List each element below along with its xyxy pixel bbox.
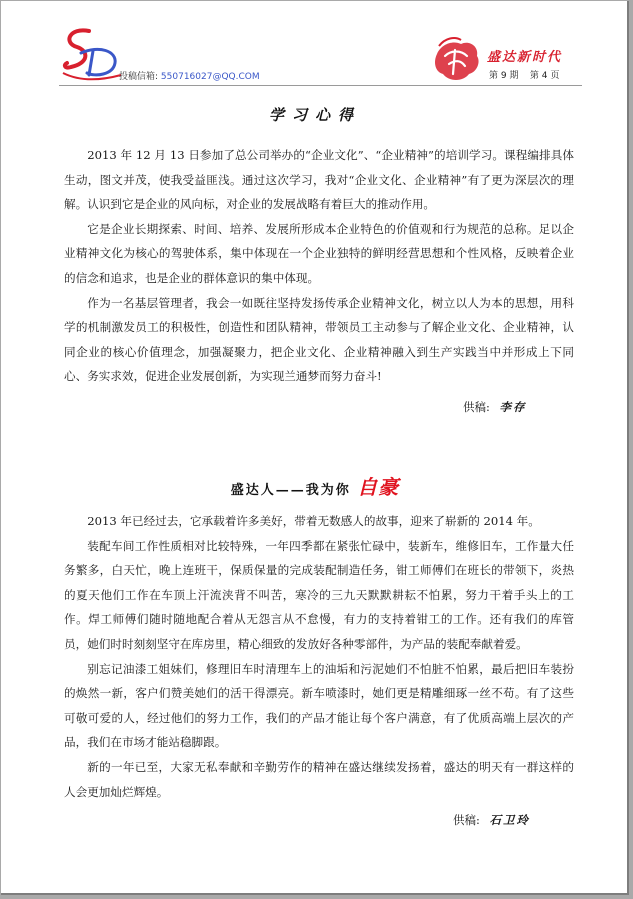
article2-title [1,471,629,500]
article1-paragraph: 2013 年 12 月 13 日参加了总公司举办的“企业文化”、“企业精神”的培训学习。课程编排具体生动，图文并茂，使我受益匪浅。通过这次学习，我对“企业文化、企业精神”有了更为深层次的理解。认识到它是企业的风向标，对企业的发展战略有着巨大的推动作用。 [64,148,574,212]
article2-title-emphasis: 自豪 [357,475,400,499]
page-number: 第 4 页 [529,71,560,81]
article1-paragraph: 作为一名基层管理者，我会一如既往坚持发扬传承企业精神文化，树立以人为本的思想，用科学的机制激发员工的积极性，创造性和团队精神，带领员工主动参与了解企业文化、企业精神，认同企业的核心价值理念，加强凝聚力，把企业文化、企业精神融入到生产实践当中并形成上下同心、务实求效，促进企业发展创新，为实现兰通梦而努力奋斗! [64,295,574,384]
article2-contributor [453,812,530,828]
article2-paragraph: 2013 年已经过去，它承载着许多美好，带着无数感人的故事，迎来了崭新的 2014 年。 [87,514,540,528]
article1-contributor [463,399,527,415]
contributor-name: 石卫玲 [489,813,531,827]
article1-paragraph: 它是企业长期探索、时间、培养、发展所形成本企业特色的价值观和行为规范的总称。足以企业精神文化为核心的驾驶体系，集中体现在一个企业独特的鲜明经营思想和个性风格，反映着企业的信念和追求，也是企业的群体意识的集中体现。 [64,221,574,285]
article2-paragraph: 别忘记油漆工姐妹们，修理旧车时清理车上的油垢和污泥她们不怕脏不怕累，最后把旧车装扮的焕然一新，客户们赞美她们的活干得漂亮。新车喷漆时，她们更是精雕细琢一丝不苟。有了这些可敬可爱的人，经过他们的努力工作，我们的产品才能让每个客户满意，有了优质高端上层次的产品，我们在市场才能站稳脚跟。 [64,661,574,750]
article2-body [64,509,574,804]
header-divider [59,85,582,86]
issue-number: 第 9 期 [489,71,519,81]
contributor-label: 供稿: [463,400,490,414]
issue-info [489,68,559,81]
email-label: 投稿信箱: [119,72,159,82]
contributor-name: 李存 [499,400,527,414]
article1-body [64,143,574,389]
horse-emblem-icon [431,36,483,84]
article1-title: 学习心得 [268,106,361,124]
article2-title-prefix: 盛达人——我为你 [230,483,351,498]
document-page [1,1,629,895]
email-address-link[interactable]: 550716027@QQ.COM [160,72,260,82]
newsletter-brand-name: 盛达新时代 [487,50,563,65]
article2-paragraph: 装配车间工作性质相对比较特殊，一年四季都在紧张忙碌中，装新车，维修旧车，工作量大任务繁多，白天忙，晚上连班干，保质保量的完成装配制造任务，钳工师傅们在班长的带领下，炎热的夏天他们工作在车顶上汗流浃背不叫苦，寒冷的三九天默默耕耘不怕累，努力干着手头上的工作。焊工师傅们随时随地配合着从无怨言从不怠慢，有力的支持着钳工的工作。还有我们的库管员，她们时时刻刻坚守在库房里，精心细致的发放好各种零部件，为产品的装配奉献着爱。 [64,538,574,651]
contributor-label: 供稿: [453,813,480,827]
article2-paragraph: 新的一年已至，大家无私奉献和辛勤劳作的精神在盛达继续发扬着，盛达的明天有一群这样的人会更加灿烂辉煌。 [64,759,574,799]
submission-email [119,69,260,82]
